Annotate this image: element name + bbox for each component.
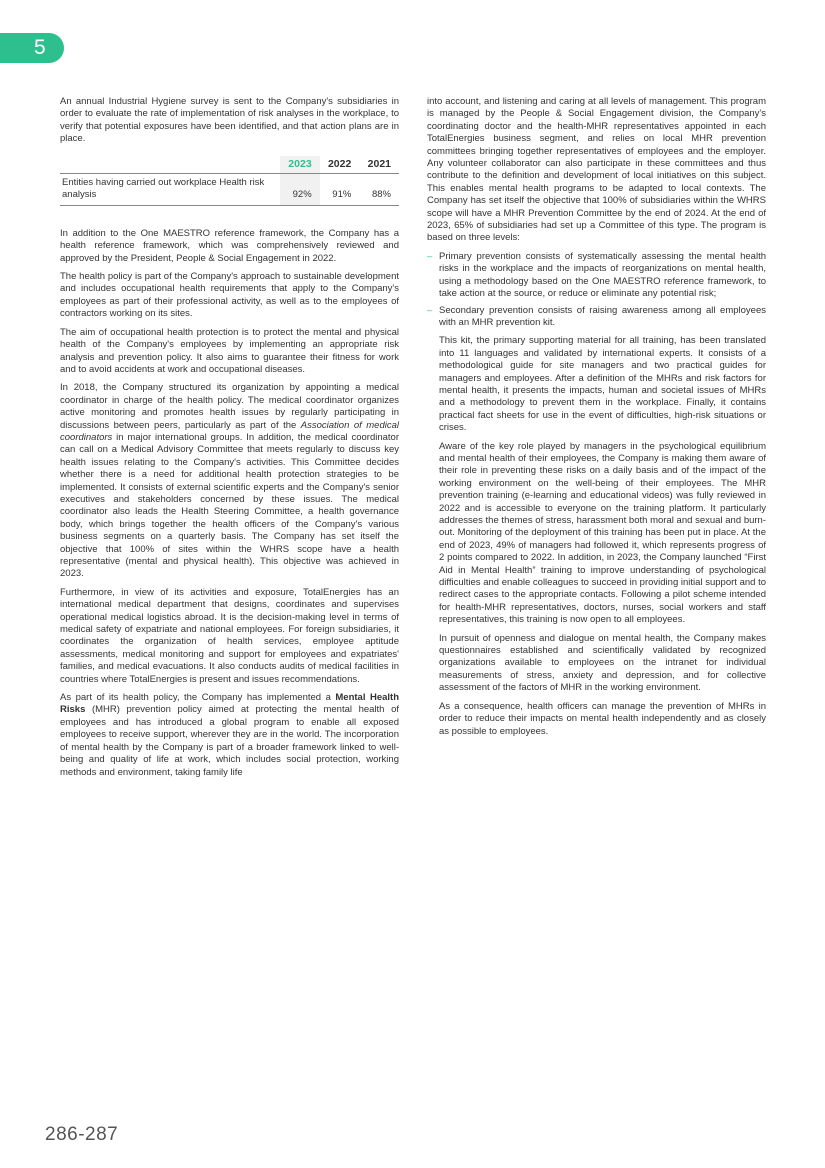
risk-analysis-table [60,156,399,206]
paragraph: As part of its health policy, the Company has implemented a Mental Health Risks (MHR) prevention policy aimed at protecting the mental health of employees and has introduced a global program to enable all exposed employees to receive support, wherever they are in the world. The incorporation of mental health by the Company is part of a broader framework linked to well-being and quality of life at work, which includes social protection, working methods and environment, taking family life [60,692,399,778]
page-number: 5 [34,36,46,59]
table-cell: 88% [359,174,399,206]
year-header: 2021 [359,156,399,174]
bold-term: Mental Health Risks [60,692,399,716]
paragraph: The aim of occupational health protection is to protect the mental and physical health of the Company's employees by implementing an appropriate risk analysis and prevention policy. It also aims to guarantee their fitness for work and to avoid accidents at work and occupational diseases. [60,326,399,375]
paragraph: Aware of the key role played by managers in the psychological equilibrium and mental health of their employees, the Company is making them aware of their role in preventing these risks on a daily basis and of the impact of the working environment on the well-being of their employees. The MHR prevention training (e-learning and educational videos) was fully reviewed in 2022 and is accessible to everyone on the training platform. It particularly addresses the themes of stress, harassment both moral and sexual and burn-out. Monitoring of the deployment of this training has been put in place. At the end of 2023, 49% of managers had followed it, which represents progress of 2 points compared to 2022. In addition, in 2023, the Company launched “First Aid in Mental Health” training to improve understanding of psychological difficulties and enable colleagues to succeed in providing initial support and to redirect cases to the appropriate contacts. Following a pilot scheme intended for health-MHR representatives, doctors, nurses, social workers and staff representatives, this training is now open to all employees. [439,440,766,626]
page-footer: 286-287 [45,1124,119,1145]
paragraph: Furthermore, in view of its activities and exposure, TotalEnergies has an international medical department that designs, coordinates and supervises operational medical logistics abroad. It is the decision-making level in terms of medical safety of expatriate and national employees. For foreign subsidiaries, it coordinates the organization of health services, employee aptitude assessments, medical monitoring and support for employees and expatriates' families, and medical evacuations. It also conducts audits of medical facilities in countries where TotalEnergies is present and issues recommendations. [60,586,399,685]
paragraph: In pursuit of openness and dialogue on mental health, the Company makes questionnaires established and scientifically validated by recognized organizations available to employees on the intranet for individual measurements of stress, anxiety and depression, and for collective assessment of the factors of MHR in the working environment. [439,632,766,694]
left-column [60,96,399,785]
table-row [60,174,399,206]
paragraph: This kit, the primary supporting material for all training, has been translated into 11 languages and validated by international experts. It consists of a methodological guide for site managers and two practical guides for managers and employees. After a definition of the MHRs and risk factors for mental health, it presents the impacts, human and societal issues of MHRs and a methodology to prevent them in the workplace. Finally, it contains practical fact sheets for use in the event of difficulties, high-risk situations or crises. [439,335,766,434]
right-column [427,96,766,744]
table-cell: 91% [320,174,360,206]
intro-paragraph: An annual Industrial Hygiene survey is sent to the Company's subsidiaries in order to evaluate the rate of implementation of risk analyses in the workplace, to verify that potential exposures have been identified, and that action plans are in place. [60,96,399,145]
table-header-row [60,156,399,174]
list-item: – Primary prevention consists of systematically assessing the mental health risks in the workplace and the impacts of reorganizations on mental health, using a methodology based on the One MAESTRO reference framework, to take action at the source, or reduce or eliminate any potential risk; [427,251,766,301]
italic-term: Association of medical coordinators [60,419,399,443]
paragraph: into account, and listening and caring at all levels of management. This program is managed by the People & Social Engagement division, the Company's coordinating doctor and the health-MHR representatives appointed in each TotalEnergies business segment, and relies on local MHR prevention committees bringing together representatives of employees and the employer. Any volunteer collaborator can also participate in these committees and thus contribute to the definition and development of local initiatives on this subject. This enables mental health programs to be adapted to local contexts. The Company has set itself the objective that 100% of subsidiaries within the WHRS scope will have a MHR Prevention Committee by the end of 2024. At the end of 2023, 65% of subsidiaries had set up a Committee of this type. The program is based on three levels: [427,96,766,244]
paragraph: As a consequence, health officers can manage the prevention of MHRs in order to reduce their impacts on mental health independently and as closely as possible to employees. [439,700,766,737]
page-number-tab [0,33,64,63]
year-header: 2023 [280,156,320,174]
table-cell: 92% [280,174,320,206]
year-header: 2022 [320,156,360,174]
paragraph: The health policy is part of the Company's approach to sustainable development and includes occupational health requirements that apply to the Company's employees as part of their professional activity, as well as to the employees of contractors working on its sites. [60,271,399,320]
list-item: – Secondary prevention consists of raising awareness among all employees with an MHR prevention kit. [427,305,766,330]
row-label: Entities having carried out workplace Health risk analysis [60,174,280,206]
paragraph: In 2018, the Company structured its organization by appointing a medical coordinator in charge of the health policy. The medical coordinator organizes active monitoring and promotes health issues by regularly participating in discussions between peers, particularly as part of the Association of medical coordinators in major international groups. In addition, the medical coordinator can call on a Medical Advisory Committee that meets regularly to discuss key health issues relating to the Company's activities. This Committee decides whether there is a need for additional health protection strategies to be implemented. It consists of external scientific experts and the Company's senior executives and stakeholders concerned by these issues. The medical coordinator also leads the Health Steering Committee, a health governance body, which brings together the health officers of the Company's various business segments on a quarterly basis. The Company has set itself the objective that 100% of sites within the WHRS scope have a health representative (mental and physical health). This objective was achieved in 2023. [60,382,399,580]
paragraph: In addition to the One MAESTRO reference framework, the Company has a health reference framework, which was comprehensively reviewed and approved by the President, People & Social Engagement in 2022. [60,227,399,264]
prevention-levels-list [427,251,766,329]
